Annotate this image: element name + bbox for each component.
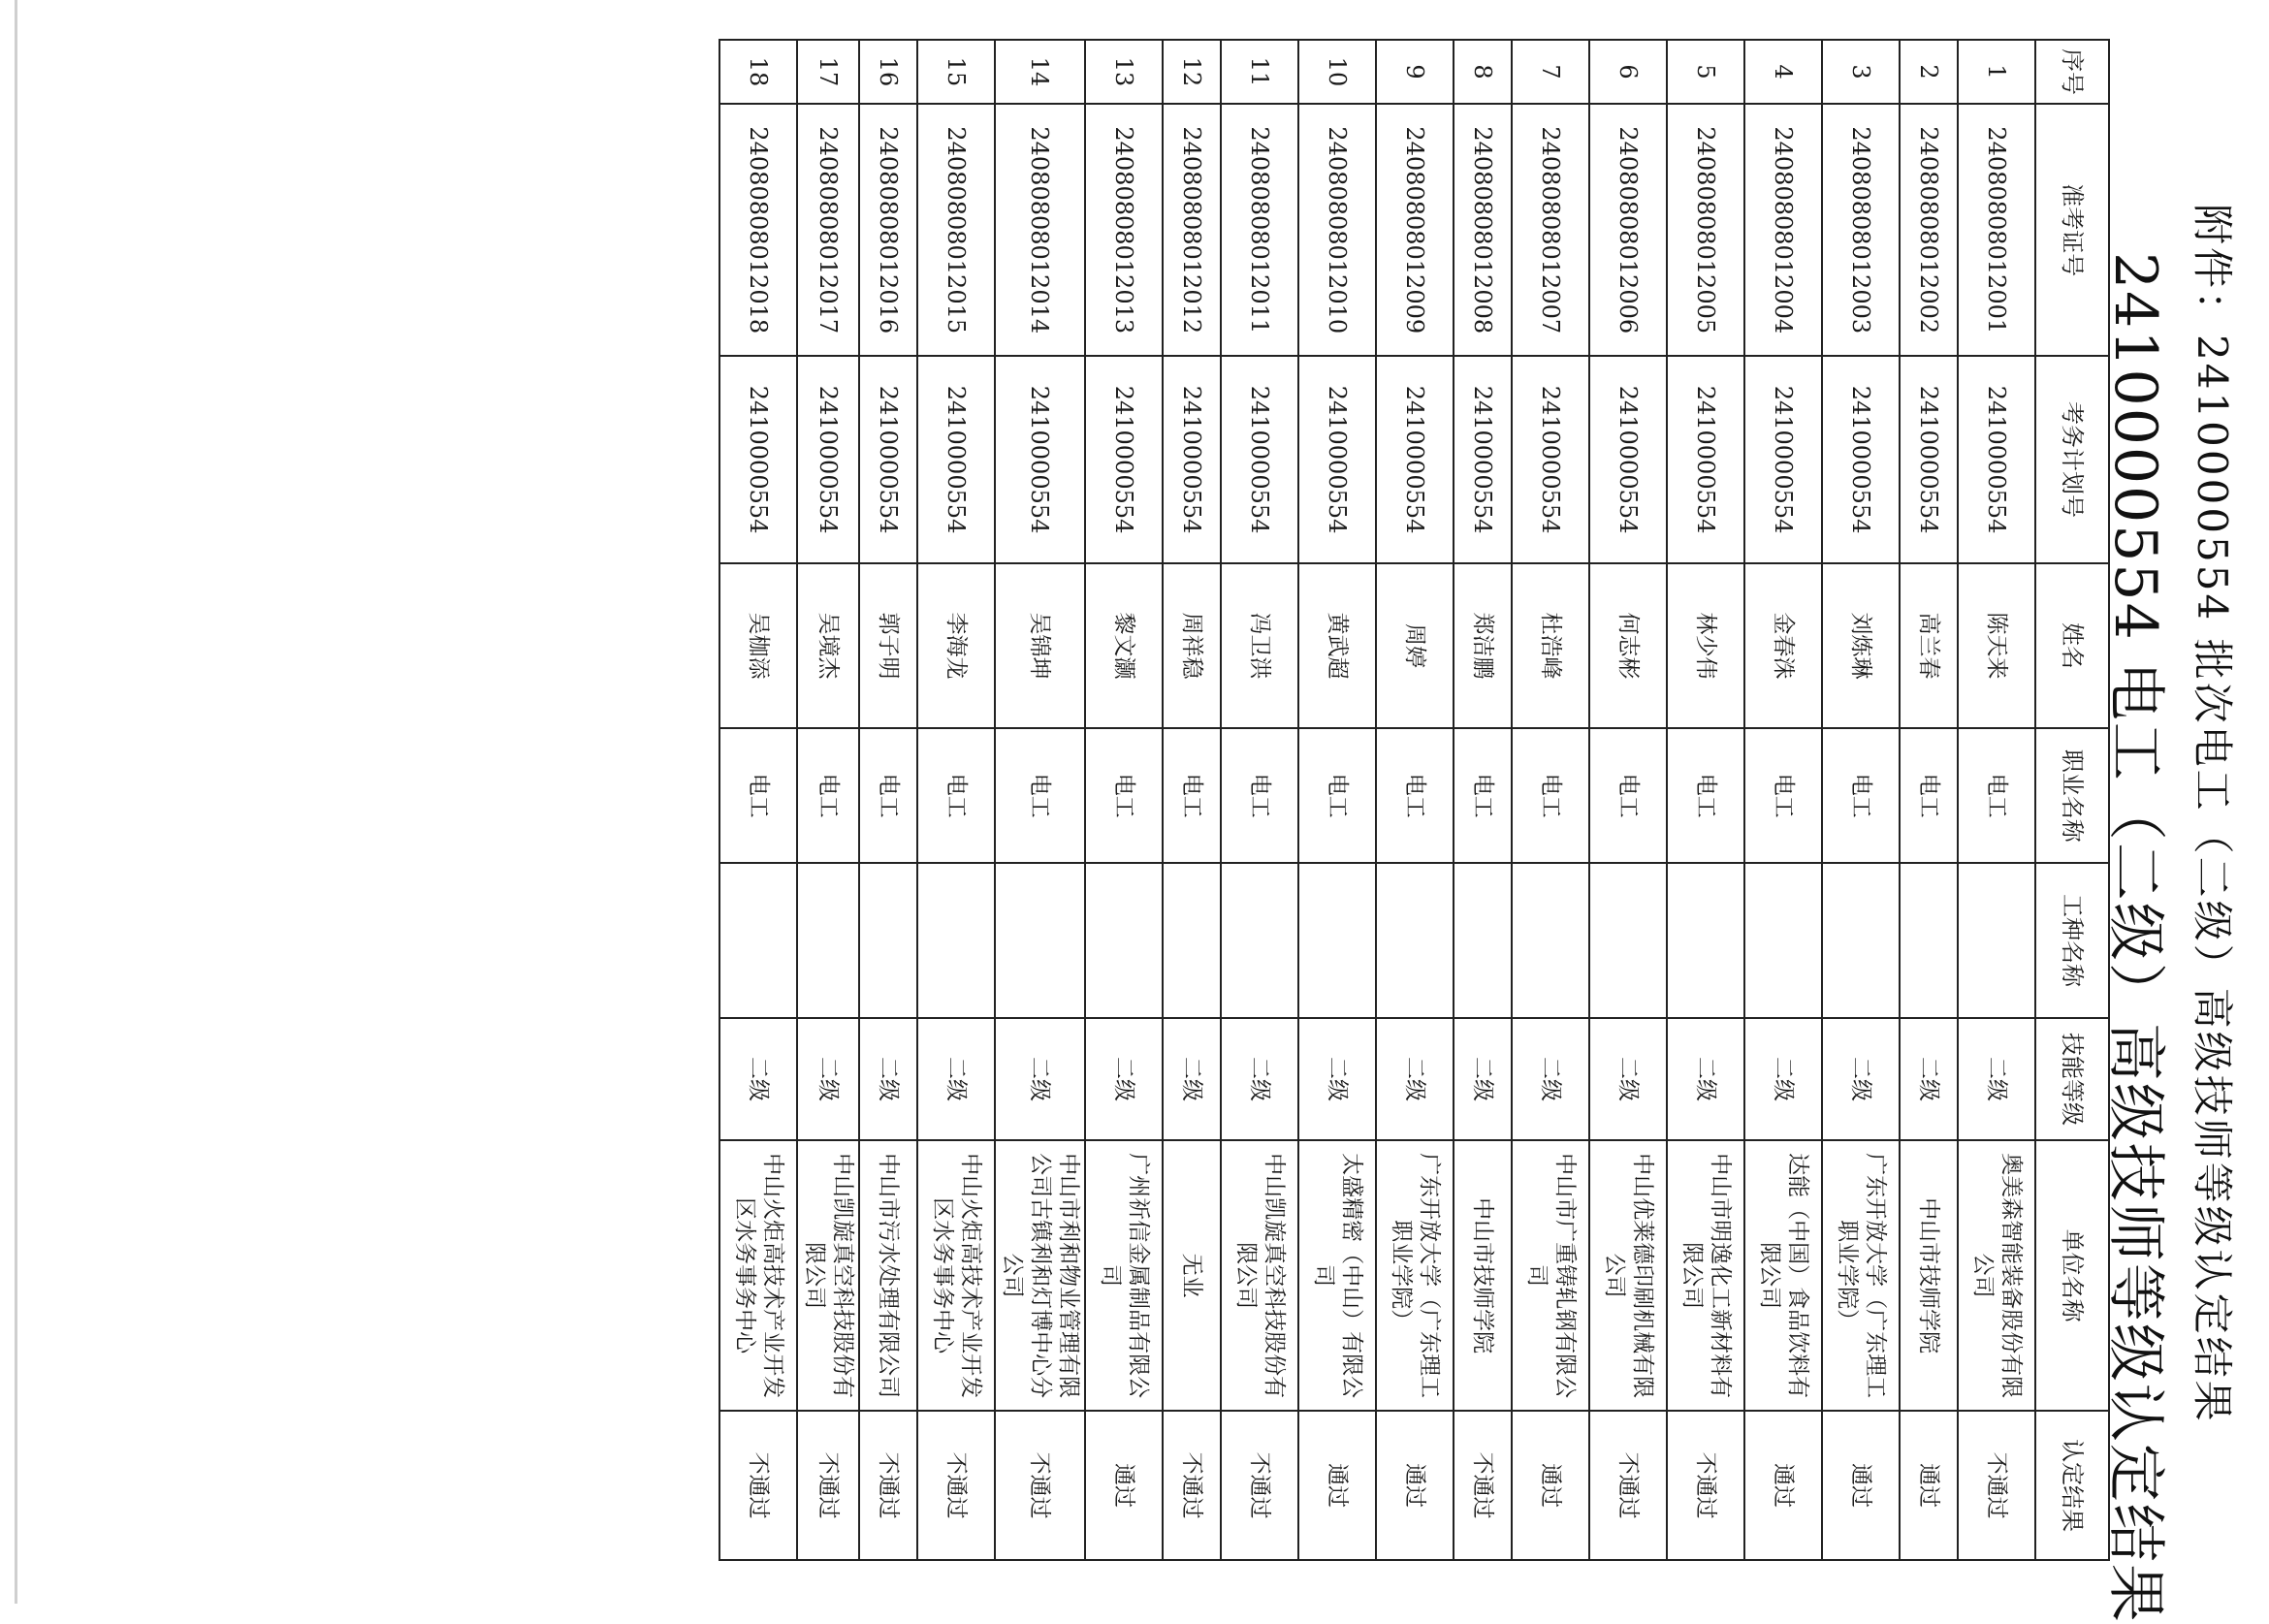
cell-occupation: 电工 <box>1822 728 1900 863</box>
cell-occupation: 电工 <box>917 728 995 863</box>
cell-job-type <box>797 863 859 1018</box>
table-row <box>1822 40 1900 1560</box>
cell-result: 不通过 <box>1589 1411 1667 1560</box>
cell-plan: 2410000554 <box>1958 356 2035 562</box>
cell-job-type <box>1589 863 1667 1018</box>
cell-plan: 2410000554 <box>1667 356 1744 562</box>
cell-org: 中山凯旋真空科技股份有限公司 <box>797 1140 859 1411</box>
cell-result: 通过 <box>1298 1411 1376 1560</box>
cell-seq: 1 <box>1958 40 2035 104</box>
cell-job-type <box>1512 863 1589 1018</box>
cell-level: 二级 <box>859 1018 917 1140</box>
cell-level: 二级 <box>1085 1018 1163 1140</box>
cell-seq: 9 <box>1376 40 1454 104</box>
cell-seq: 6 <box>1589 40 1667 104</box>
cell-occupation: 电工 <box>1085 728 1163 863</box>
cell-name: 黎文灏 <box>1085 563 1163 729</box>
table-row <box>859 40 917 1560</box>
cell-ticket: 2408080801​2001 <box>1958 104 2035 356</box>
cell-seq: 8 <box>1454 40 1512 104</box>
cell-level: 二级 <box>1900 1018 1958 1140</box>
cell-level: 二级 <box>1667 1018 1744 1140</box>
cell-job-type <box>1667 863 1744 1018</box>
cell-occupation: 电工 <box>859 728 917 863</box>
cell-name: 吴境杰 <box>797 563 859 729</box>
cell-plan: 2410000554 <box>859 356 917 562</box>
cell-result: 不通过 <box>797 1411 859 1560</box>
cell-ticket: 24080808012018 <box>719 104 797 356</box>
cell-ticket: 24080808012002 <box>1900 104 1958 356</box>
cell-level: 二级 <box>1298 1018 1376 1140</box>
cell-org: 中山市明逸化工新材料有限公司 <box>1667 1140 1744 1411</box>
cell-job-type <box>1900 863 1958 1018</box>
cell-level: 二级 <box>995 1018 1085 1140</box>
cell-job-type <box>1376 863 1454 1018</box>
cell-result: 通过 <box>1822 1411 1900 1560</box>
cell-occupation: 电工 <box>1589 728 1667 863</box>
cell-name: 陈天来 <box>1958 563 2035 729</box>
cell-level: 二级 <box>1744 1018 1822 1140</box>
cell-name: 黄武超 <box>1298 563 1376 729</box>
cell-plan: 2410000554 <box>719 356 797 562</box>
header-occupation: 职业名称 <box>2035 728 2109 863</box>
cell-ticket: 24080808012015 <box>917 104 995 356</box>
cell-level: 二级 <box>1589 1018 1667 1140</box>
cell-plan: 2410000554 <box>797 356 859 562</box>
cell-org: 广东开放大学（广东理工职业学院） <box>1376 1140 1454 1411</box>
cell-level: 二级 <box>1822 1018 1900 1140</box>
cell-plan: 2410000554 <box>1454 356 1512 562</box>
cell-level: 二级 <box>1512 1018 1589 1140</box>
cell-org: 中山市技师学院 <box>1900 1140 1958 1411</box>
cell-org: 达能（中国）食品饮料有限公司 <box>1744 1140 1822 1411</box>
cell-ticket: 24080808012003 <box>1822 104 1900 356</box>
table-row <box>719 40 797 1560</box>
cell-result: 不通过 <box>917 1411 995 1560</box>
cell-level: 二级 <box>1958 1018 2035 1140</box>
cell-occupation: 电工 <box>1454 728 1512 863</box>
cell-job-type <box>719 863 797 1018</box>
cell-name: 李海龙 <box>917 563 995 729</box>
cell-org: 太盛精密（中山）有限公司 <box>1298 1140 1376 1411</box>
cell-name: 周婷 <box>1376 563 1454 729</box>
header-row <box>2035 40 2109 1560</box>
cell-level: 二级 <box>1454 1018 1512 1140</box>
cell-name: 吴枷添 <box>719 563 797 729</box>
cell-occupation: 电工 <box>1900 728 1958 863</box>
cell-org: 中山市利和物业管理有限公司古镇利和灯博中心分公司 <box>995 1140 1085 1411</box>
cell-plan: 2410000554 <box>1163 356 1221 562</box>
table-row <box>917 40 995 1560</box>
cell-plan: 2410000554 <box>1900 356 1958 562</box>
cell-name: 郑洁鹏 <box>1454 563 1512 729</box>
cell-result: 不通过 <box>1667 1411 1744 1560</box>
header-result: 认定结果 <box>2035 1411 2109 1560</box>
cell-plan: 2410000554 <box>1085 356 1163 562</box>
cell-occupation: 电工 <box>1376 728 1454 863</box>
cell-job-type <box>1298 863 1376 1018</box>
cell-name: 冯卫洪 <box>1221 563 1298 729</box>
cell-org: 广东开放大学（广东理工职业学院） <box>1822 1140 1900 1411</box>
cell-occupation: 电工 <box>719 728 797 863</box>
cell-occupation: 电工 <box>1512 728 1589 863</box>
cell-name: 郭子明 <box>859 563 917 729</box>
table-body <box>719 40 2035 1560</box>
table-row <box>1512 40 1589 1560</box>
cell-seq: 11 <box>1221 40 1298 104</box>
table-row <box>797 40 859 1560</box>
header-name: 姓名 <box>2035 563 2109 729</box>
cell-plan: 2410000554 <box>1221 356 1298 562</box>
cell-occupation: 电工 <box>1221 728 1298 863</box>
cell-result: 通过 <box>1085 1411 1163 1560</box>
cell-seq: 12 <box>1163 40 1221 104</box>
cell-plan: 2410000554 <box>995 356 1085 562</box>
cell-org: 中山市广重铸轧钢有限公司 <box>1512 1140 1589 1411</box>
cell-job-type <box>859 863 917 1018</box>
cell-job-type <box>1744 863 1822 1018</box>
cell-seq: 16 <box>859 40 917 104</box>
cell-ticket: 24080808012016 <box>859 104 917 356</box>
cell-org: 中山优莱德印刷机械有限公司 <box>1589 1140 1667 1411</box>
cell-plan: 2410000554 <box>1298 356 1376 562</box>
table-row <box>1589 40 1667 1560</box>
cell-job-type <box>1822 863 1900 1018</box>
table-row <box>1298 40 1376 1560</box>
table-row <box>1221 40 1298 1560</box>
cell-job-type <box>1085 863 1163 1018</box>
main-title: 2410000554 电工（二级）高级技师等级认定结果 <box>2101 252 2169 1624</box>
cell-org: 广州祈信金属制品有限公司 <box>1085 1140 1163 1411</box>
header-level: 技能等级 <box>2035 1018 2109 1140</box>
cell-seq: 18 <box>719 40 797 104</box>
cell-result: 不通过 <box>719 1411 797 1560</box>
cell-org: 中山市技师学院 <box>1454 1140 1512 1411</box>
cell-result: 不通过 <box>995 1411 1085 1560</box>
cell-occupation: 电工 <box>1298 728 1376 863</box>
cell-name: 周祥稳 <box>1163 563 1221 729</box>
cell-ticket: 24080808012013 <box>1085 104 1163 356</box>
header-seq: 序号 <box>2035 40 2109 104</box>
cell-job-type <box>1163 863 1221 1018</box>
cell-seq: 17 <box>797 40 859 104</box>
cell-job-type <box>1958 863 2035 1018</box>
table-row <box>995 40 1085 1560</box>
cell-org: 中山凯旋真空科技股份有限公司 <box>1221 1140 1298 1411</box>
cell-level: 二级 <box>917 1018 995 1140</box>
cell-org: 中山火炬高技术产业开发区水务事务中心 <box>719 1140 797 1411</box>
cell-ticket: 24080808012009 <box>1376 104 1454 356</box>
certification-result-table <box>719 39 2110 1561</box>
cell-result: 通过 <box>1376 1411 1454 1560</box>
cell-level: 二级 <box>719 1018 797 1140</box>
cell-level: 二级 <box>1376 1018 1454 1140</box>
cell-plan: 2410000554 <box>1512 356 1589 562</box>
table-row <box>1900 40 1958 1560</box>
cell-result: 通过 <box>1512 1411 1589 1560</box>
cell-name: 金春洙 <box>1744 563 1822 729</box>
cell-org: 无业 <box>1163 1140 1221 1411</box>
cell-plan: 2410000554 <box>1822 356 1900 562</box>
cell-result: 不通过 <box>1221 1411 1298 1560</box>
header-org: 单位名称 <box>2035 1140 2109 1411</box>
table-row <box>1958 40 2035 1560</box>
attachment-title: 附件：2410000554 批次电工（二级）高级技师等级认定结果 <box>2189 204 2236 1424</box>
cell-occupation: 电工 <box>995 728 1085 863</box>
cell-ticket: 24080808012010 <box>1298 104 1376 356</box>
cell-seq: 2 <box>1900 40 1958 104</box>
cell-job-type <box>917 863 995 1018</box>
header-ticket: 准考证号 <box>2035 104 2109 356</box>
cell-ticket: 24080808012014 <box>995 104 1085 356</box>
cell-seq: 7 <box>1512 40 1589 104</box>
cell-name: 吴锦坤 <box>995 563 1085 729</box>
cell-ticket: 24080808012005 <box>1667 104 1744 356</box>
cell-occupation: 电工 <box>1163 728 1221 863</box>
cell-seq: 3 <box>1822 40 1900 104</box>
cell-job-type <box>1221 863 1298 1018</box>
cell-ticket: 24080808012004 <box>1744 104 1822 356</box>
cell-level: 二级 <box>1221 1018 1298 1140</box>
cell-plan: 2410000554 <box>1744 356 1822 562</box>
cell-plan: 2410000554 <box>917 356 995 562</box>
cell-ticket: 24080808012017 <box>797 104 859 356</box>
cell-seq: 5 <box>1667 40 1744 104</box>
cell-name: 林少伟 <box>1667 563 1744 729</box>
cell-ticket: 24080808012006 <box>1589 104 1667 356</box>
cell-result: 通过 <box>1744 1411 1822 1560</box>
cell-job-type <box>995 863 1085 1018</box>
cell-level: 二级 <box>797 1018 859 1140</box>
cell-job-type <box>1454 863 1512 1018</box>
scan-edge-line <box>15 0 17 1604</box>
cell-seq: 13 <box>1085 40 1163 104</box>
table-row <box>1376 40 1454 1560</box>
cell-ticket: 24080808012012 <box>1163 104 1221 356</box>
table-row <box>1667 40 1744 1560</box>
cell-plan: 2410000554 <box>1376 356 1454 562</box>
header-plan: 考务计划号 <box>2035 356 2109 562</box>
cell-name: 何志彬 <box>1589 563 1667 729</box>
cell-org: 中山市污水处理有限公司 <box>859 1140 917 1411</box>
cell-seq: 10 <box>1298 40 1376 104</box>
table-row <box>1744 40 1822 1560</box>
cell-occupation: 电工 <box>1744 728 1822 863</box>
cell-result: 通过 <box>1900 1411 1958 1560</box>
cell-name: 刘炼琳 <box>1822 563 1900 729</box>
cell-ticket: 24080808012008 <box>1454 104 1512 356</box>
cell-seq: 4 <box>1744 40 1822 104</box>
cell-occupation: 电工 <box>797 728 859 863</box>
cell-result: 不通过 <box>1958 1411 2035 1560</box>
cell-occupation: 电工 <box>1667 728 1744 863</box>
cell-result: 不通过 <box>1454 1411 1512 1560</box>
cell-org: 奥美森智能装备股份有限公司 <box>1958 1140 2035 1411</box>
cell-occupation: 电工 <box>1958 728 2035 863</box>
cell-ticket: 24080808012007 <box>1512 104 1589 356</box>
cell-name: 高兰春 <box>1900 563 1958 729</box>
cell-ticket: 24080808012011 <box>1221 104 1298 356</box>
cell-level: 二级 <box>1163 1018 1221 1140</box>
cell-result: 不通过 <box>859 1411 917 1560</box>
table-row <box>1454 40 1512 1560</box>
cell-seq: 15 <box>917 40 995 104</box>
cell-result: 不通过 <box>1163 1411 1221 1560</box>
header-job-type: 工种名称 <box>2035 863 2109 1018</box>
table-row <box>1163 40 1221 1560</box>
cell-plan: 2410000554 <box>1589 356 1667 562</box>
cell-org: 中山火炬高技术产业开发区水务事务中心 <box>917 1140 995 1411</box>
cell-seq: 14 <box>995 40 1085 104</box>
table-row <box>1085 40 1163 1560</box>
cell-name: 杜浩峰 <box>1512 563 1589 729</box>
